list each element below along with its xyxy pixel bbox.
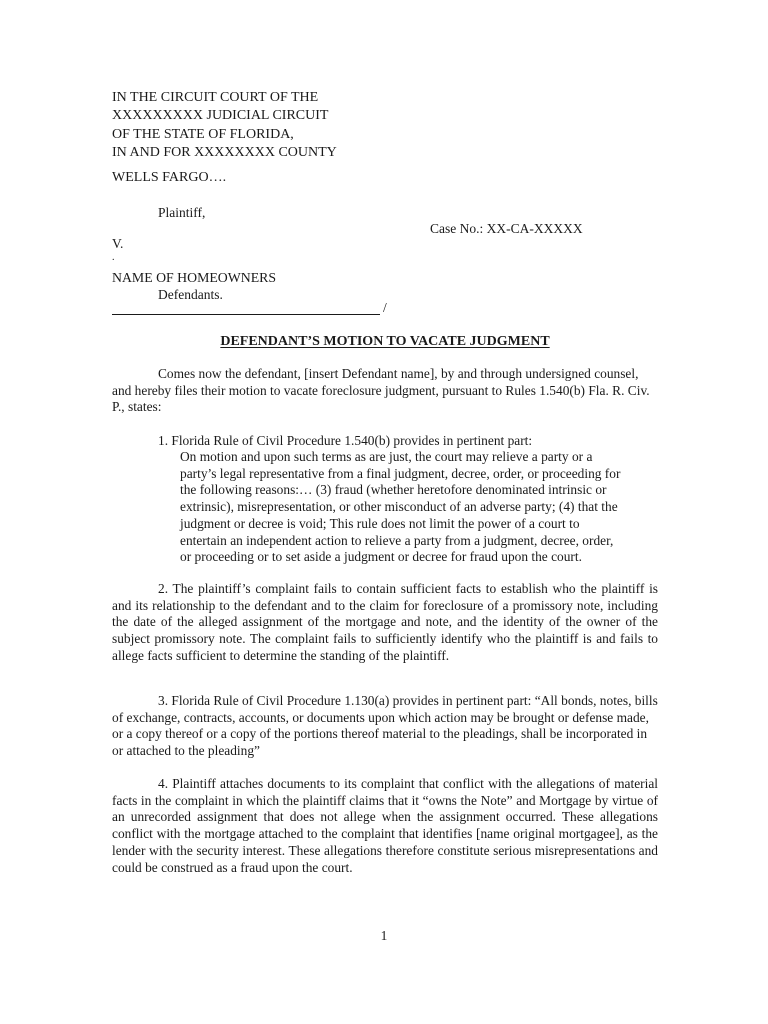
versus-mark: . xyxy=(112,252,115,263)
versus-label: V. xyxy=(112,236,124,251)
defendant-name: NAME OF HOMEOWNERS xyxy=(112,270,277,285)
document-title-text: DEFENDANT’S MOTION TO VACATE JUDGMENT xyxy=(220,334,550,349)
signature-slash: / xyxy=(383,300,387,315)
paragraph-4: 4. Plaintiff attaches documents to its complaint that conflict with the allegations of material facts in the complaint in which the plaintiff claims that it “owns the Note” and Mortgage by virtue of an unrecorded assignment that does not allege when the assignment occurred. These allegations conflict with the mortgage attached to the complaint that identifies [name original mortgagee], as the lender with the security interest. These allegations therefore constitute serious misrepresentations and could be construed as a fraud upon the court. xyxy=(112,776,658,875)
court-caption-line: IN AND FOR XXXXXXXX COUNTY xyxy=(112,145,337,161)
paragraph-1: 1. Florida Rule of Civil Procedure 1.540(b) provides in pertinent part: xyxy=(158,433,533,448)
court-caption-line: XXXXXXXXX JUDICIAL CIRCUIT xyxy=(112,108,329,124)
paragraph-3: 3. Florida Rule of Civil Procedure 1.130(a) provides in pertinent part: “All bonds, notes, bills of exchange, contracts, accounts, or documents upon which action may be brought or defense made, or a copy thereof or a copy of the portions thereof material to the pleadings, shall be incorporated in or attached to the pleading” xyxy=(112,693,658,759)
court-caption-line: IN THE CIRCUIT COURT OF THE xyxy=(112,90,319,105)
plaintiff-name: WELLS FARGO…. xyxy=(112,170,227,185)
rule-quotation: On motion and upon such terms as are just, the court may relieve a party or a party’s legal representative from a final judgment, decree, order, or proceeding for the following reasons:… (3) fraud (whether heretofore denominated intrinsic or extrinsic), misrepresentation, or other misconduct of an adverse party; (4) that the judgment or decree is void; This rule does not limit the power of a court to entertain an independent action to relieve a party from a judgment, decree, order, or proceeding or to set aside a judgment or decree for fraud upon the court. xyxy=(180,449,621,565)
page-number: 1 xyxy=(380,928,388,943)
defendant-role: Defendants. xyxy=(158,287,223,302)
case-number: Case No.: XX-CA-XXXXX xyxy=(430,221,583,236)
signature-rule xyxy=(112,314,380,315)
plaintiff-role: Plaintiff, xyxy=(158,205,206,220)
paragraph-2: 2. The plaintiff’s complaint fails to contain sufficient facts to establish who the plaintiff is and its relationship to the defendant and to the claim for foreclosure of a promissory note, including the date of the alleged assignment of the mortgage and note, and the identity of the owner of the subject promissory note. The complaint fails to sufficiently identify who the plaintiff is and fails to allege facts sufficient to determine the standing of the plaintiff. xyxy=(112,581,658,663)
document-title xyxy=(112,334,658,350)
court-caption-line: OF THE STATE OF FLORIDA, xyxy=(112,126,294,142)
court-caption xyxy=(112,89,337,163)
intro-paragraph: Comes now the defendant, [insert Defendant name], by and through undersigned counsel, and hereby files their motion to vacate foreclosure judgment, pursuant to Rules 1.540(b) Fla. R. Civ. P., states: xyxy=(112,366,650,415)
